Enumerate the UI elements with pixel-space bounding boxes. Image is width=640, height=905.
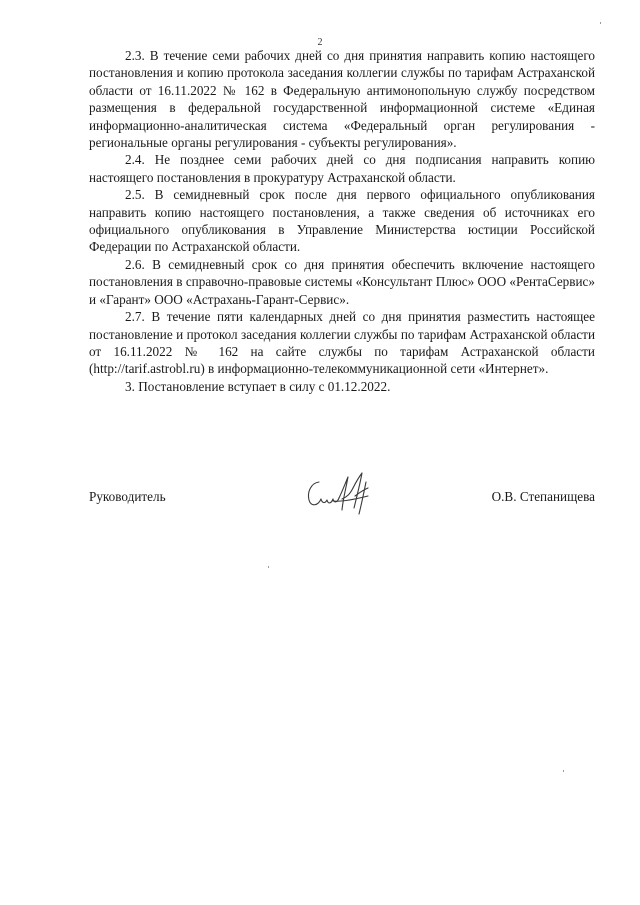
scan-speck bbox=[268, 566, 269, 568]
page-number: 2 bbox=[317, 37, 323, 48]
document-body bbox=[89, 47, 595, 395]
signature-block bbox=[89, 478, 595, 528]
signer-title: Руководитель bbox=[89, 489, 166, 504]
scan-speck bbox=[600, 22, 601, 24]
paragraph-2-5: 2.5. В семидневный срок после дня первого официального опубликования направить копию настоящего постановления, а также сведения об источниках его официального опубликования в Управление Министерства юстиции Российской Федерации по Астраханской области. bbox=[89, 187, 595, 255]
scan-speck bbox=[563, 770, 564, 772]
paragraph-3: 3. Постановление вступает в силу с 01.12.2022. bbox=[125, 378, 391, 394]
handwritten-signature-icon bbox=[302, 470, 382, 518]
signer-name: О.В. Степанищева bbox=[491, 489, 595, 504]
paragraph-2-4: 2.4. Не позднее семи рабочих дней со дня подписания направить копию настоящего постановления в прокуратуру Астраханской области. bbox=[89, 152, 595, 185]
paragraph-2-7: 2.7. В течение пяти календарных дней со дня принятия разместить настоящее постановление и протокол заседания коллегии службы по тарифам Астраханской области от 16.11.2022 № 162 на сайте службы по тарифам Астраханской области (http://tarif.astrobl.ru) в информационно-телекоммуникационной сети «Интернет». bbox=[89, 309, 595, 377]
paragraph-2-3: 2.3. В течение семи рабочих дней со дня принятия направить копию настоящего постановления и копию протокола заседания коллегии службы по тарифам Астраханской области от 16.11.2022 № 162 в Федеральную антимонопольную службу посредством размещения в федеральной государственной информационной системе «Единая информационно-аналитическая система «Федеральный орган регулирования - региональные органы регулирования - субъекты регулирования». bbox=[89, 48, 595, 151]
paragraph-2-6: 2.6. В семидневный срок со дня принятия обеспечить включение настоящего постановления в справочно-правовые системы «Консультант Плюс» ООО «РентаСервис» и «Гарант» ООО «Астрахань-Гарант-Сервис». bbox=[89, 256, 595, 307]
